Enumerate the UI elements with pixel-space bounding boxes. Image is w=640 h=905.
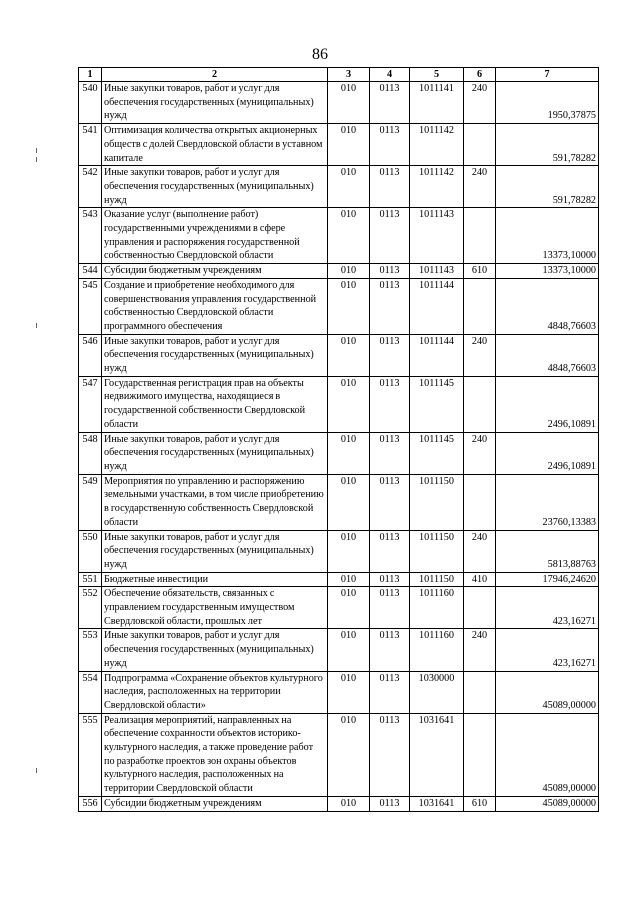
- expense-type-code: 610: [464, 264, 496, 279]
- table-row: [79, 572, 599, 587]
- admin-code: 010: [328, 208, 370, 264]
- column-header-5: 5: [410, 68, 464, 82]
- row-number: 548: [79, 432, 102, 474]
- section-code: 0113: [370, 376, 410, 432]
- target-article-code: 1030000: [410, 671, 464, 713]
- target-article-code: 1011150: [410, 572, 464, 587]
- row-number: 545: [79, 278, 102, 334]
- target-article-code: 1011150: [410, 530, 464, 572]
- row-number: 541: [79, 124, 102, 166]
- page-number: 86: [312, 46, 328, 63]
- expense-type-code: [464, 474, 496, 530]
- row-number: 553: [79, 629, 102, 671]
- admin-code: 010: [328, 713, 370, 796]
- column-header-3: 3: [328, 68, 370, 82]
- amount: 5813,88763: [496, 530, 599, 572]
- table-row: [79, 629, 599, 671]
- row-number: 546: [79, 334, 102, 376]
- admin-code: 010: [328, 572, 370, 587]
- row-name: Иные закупки товаров, работ и услуг для обеспечения государственных (муниципальных) нужд: [102, 432, 328, 474]
- row-name: Иные закупки товаров, работ и услуг для обеспечения государственных (муниципальных) нужд: [102, 629, 328, 671]
- expense-type-code: 610: [464, 796, 496, 811]
- row-name: Иные закупки товаров, работ и услуг для обеспечения государственных (муниципальных) нужд: [102, 530, 328, 572]
- section-code: 0113: [370, 796, 410, 811]
- row-name: Оптимизация количества открытых акционерных обществ с долей Свердловской области в уставном капитале: [102, 124, 328, 166]
- target-article-code: 1011145: [410, 376, 464, 432]
- section-code: 0113: [370, 713, 410, 796]
- column-header-1: 1: [79, 68, 102, 82]
- table-body: [79, 82, 599, 812]
- column-header-4: 4: [370, 68, 410, 82]
- section-code: 0113: [370, 432, 410, 474]
- target-article-code: 1011160: [410, 587, 464, 629]
- table-row: [79, 278, 599, 334]
- admin-code: 010: [328, 474, 370, 530]
- row-number: 554: [79, 671, 102, 713]
- expense-type-code: [464, 587, 496, 629]
- row-name: Обеспечение обязательств, связанных с управлением государственным имуществом Свердловской области, прошлых лет: [102, 587, 328, 629]
- expense-type-code: [464, 376, 496, 432]
- row-name: Мероприятия по управлению и распоряжению земельными участками, в том числе приобретению в государственную собственность Свердловской области: [102, 474, 328, 530]
- scan-mark: [36, 148, 37, 153]
- section-code: 0113: [370, 166, 410, 208]
- row-number: 547: [79, 376, 102, 432]
- admin-code: 010: [328, 671, 370, 713]
- amount: 17946,24620: [496, 572, 599, 587]
- section-code: 0113: [370, 82, 410, 124]
- scan-mark: [36, 157, 37, 162]
- target-article-code: 1011142: [410, 166, 464, 208]
- amount: 45089,00000: [496, 671, 599, 713]
- amount: 423,16271: [496, 629, 599, 671]
- expense-type-code: 240: [464, 432, 496, 474]
- row-name: Субсидии бюджетным учреждениям: [102, 264, 328, 279]
- section-code: 0113: [370, 530, 410, 572]
- expense-type-code: [464, 713, 496, 796]
- row-name: Реализация мероприятий, направленных на обеспечение сохранности объектов историко-культурного наследия, а также проведение работ по разработке проектов зон охраны объектов культурного наследия, расположенных на территории Свердловской области: [102, 713, 328, 796]
- target-article-code: 1031641: [410, 796, 464, 811]
- row-number: 543: [79, 208, 102, 264]
- admin-code: 010: [328, 334, 370, 376]
- row-name: Субсидии бюджетным учреждениям: [102, 796, 328, 811]
- table-row: [79, 713, 599, 796]
- amount: 591,78282: [496, 124, 599, 166]
- row-number: 551: [79, 572, 102, 587]
- admin-code: 010: [328, 264, 370, 279]
- row-name: Оказание услуг (выполнение работ) государственными учреждениями в сфере управления и распоряжения государственной собственностью Свердловской области: [102, 208, 328, 264]
- row-name: Создание и приобретение необходимого для совершенствования управления государственной собственностью Свердловской области программного обеспечения: [102, 278, 328, 334]
- table-row: [79, 334, 599, 376]
- section-code: 0113: [370, 208, 410, 264]
- table-row: [79, 530, 599, 572]
- row-number: 549: [79, 474, 102, 530]
- admin-code: 010: [328, 587, 370, 629]
- row-number: 544: [79, 264, 102, 279]
- target-article-code: 1011144: [410, 334, 464, 376]
- admin-code: 010: [328, 82, 370, 124]
- amount: 13373,10000: [496, 208, 599, 264]
- target-article-code: 1031641: [410, 713, 464, 796]
- section-code: 0113: [370, 334, 410, 376]
- table-row: [79, 376, 599, 432]
- section-code: 0113: [370, 587, 410, 629]
- expense-type-code: 410: [464, 572, 496, 587]
- row-number: 556: [79, 796, 102, 811]
- table-header-row: [79, 68, 599, 82]
- column-header-6: 6: [464, 68, 496, 82]
- expense-type-code: [464, 671, 496, 713]
- target-article-code: 1011145: [410, 432, 464, 474]
- table-row: [79, 796, 599, 811]
- target-article-code: 1011143: [410, 264, 464, 279]
- table-row: [79, 671, 599, 713]
- section-code: 0113: [370, 474, 410, 530]
- amount: 591,78282: [496, 166, 599, 208]
- amount: 2496,10891: [496, 376, 599, 432]
- section-code: 0113: [370, 278, 410, 334]
- amount: 13373,10000: [496, 264, 599, 279]
- amount: 423,16271: [496, 587, 599, 629]
- target-article-code: 1011142: [410, 124, 464, 166]
- amount: 4848,76603: [496, 334, 599, 376]
- section-code: 0113: [370, 124, 410, 166]
- amount: 2496,10891: [496, 432, 599, 474]
- admin-code: 010: [328, 278, 370, 334]
- admin-code: 010: [328, 166, 370, 208]
- column-header-7: 7: [496, 68, 599, 82]
- section-code: 0113: [370, 572, 410, 587]
- expense-type-code: 240: [464, 166, 496, 208]
- row-number: 550: [79, 530, 102, 572]
- admin-code: 010: [328, 432, 370, 474]
- expense-type-code: [464, 208, 496, 264]
- amount: 23760,13383: [496, 474, 599, 530]
- row-name: Иные закупки товаров, работ и услуг для обеспечения государственных (муниципальных) нужд: [102, 166, 328, 208]
- amount: 1950,37875: [496, 82, 599, 124]
- row-name: Иные закупки товаров, работ и услуг для обеспечения государственных (муниципальных) нужд: [102, 82, 328, 124]
- target-article-code: 1011160: [410, 629, 464, 671]
- expense-type-code: [464, 124, 496, 166]
- admin-code: 010: [328, 376, 370, 432]
- budget-table: [78, 67, 599, 812]
- row-number: 555: [79, 713, 102, 796]
- target-article-code: 1011144: [410, 278, 464, 334]
- row-name: Государственная регистрация прав на объекты недвижимого имущества, находящиеся в государственной собственности Свердловской области: [102, 376, 328, 432]
- table-row: [79, 166, 599, 208]
- scan-mark: [36, 768, 37, 773]
- table-row: [79, 432, 599, 474]
- table-row: [79, 124, 599, 166]
- admin-code: 010: [328, 796, 370, 811]
- table-row: [79, 82, 599, 124]
- target-article-code: 1011143: [410, 208, 464, 264]
- expense-type-code: 240: [464, 334, 496, 376]
- table-row: [79, 208, 599, 264]
- expense-type-code: 240: [464, 530, 496, 572]
- row-name: Бюджетные инвестиции: [102, 572, 328, 587]
- target-article-code: 1011150: [410, 474, 464, 530]
- amount: 45089,00000: [496, 796, 599, 811]
- admin-code: 010: [328, 629, 370, 671]
- scan-mark: [36, 323, 37, 328]
- section-code: 0113: [370, 629, 410, 671]
- expense-type-code: 240: [464, 82, 496, 124]
- expense-type-code: 240: [464, 629, 496, 671]
- section-code: 0113: [370, 671, 410, 713]
- expense-type-code: [464, 278, 496, 334]
- row-number: 542: [79, 166, 102, 208]
- admin-code: 010: [328, 530, 370, 572]
- table-row: [79, 264, 599, 279]
- table-row: [79, 587, 599, 629]
- row-name: Иные закупки товаров, работ и услуг для обеспечения государственных (муниципальных) нужд: [102, 334, 328, 376]
- amount: 4848,76603: [496, 278, 599, 334]
- row-number: 540: [79, 82, 102, 124]
- table-row: [79, 474, 599, 530]
- target-article-code: 1011141: [410, 82, 464, 124]
- admin-code: 010: [328, 124, 370, 166]
- row-name: Подпрограмма «Сохранение объектов культурного наследия, расположенных на территории Свердловской области»: [102, 671, 328, 713]
- column-header-2: 2: [102, 68, 328, 82]
- row-number: 552: [79, 587, 102, 629]
- section-code: 0113: [370, 264, 410, 279]
- amount: 45089,00000: [496, 713, 599, 796]
